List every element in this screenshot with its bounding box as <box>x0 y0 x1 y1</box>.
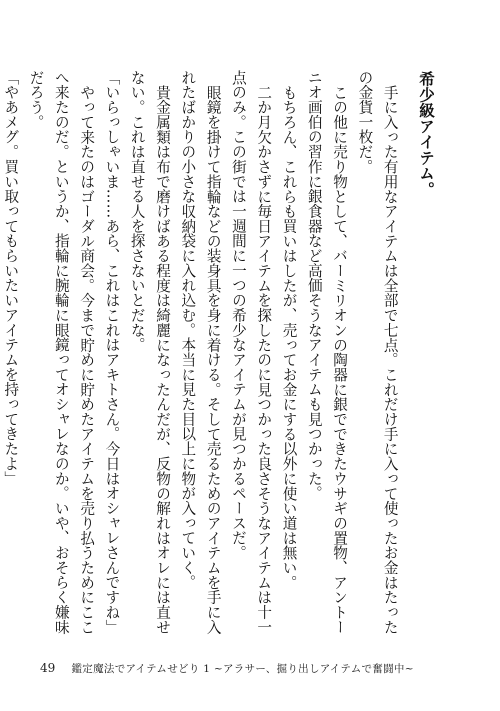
paragraph: やって来たのはゴーダル商会。今まで貯めに貯めたアイテムを売り払うためにここへ来たのだ。というか、指輪に腕輪に眼鏡ってオシャレなのか。いや、おそらく嫌味だろう。 <box>27 70 96 635</box>
running-title: 鑑定魔法でアイテムせどり 1 ~アラサー、掘り出しアイテムで奮闘中~ <box>71 663 414 675</box>
paragraph: 眼鏡を掛けて指輪などの装身具を身に着ける。そして売るためのアイテムを手に入れたばかりの小さな収納袋に入れ込む。本当に見た目以上に物が入っていく。 <box>179 70 222 635</box>
dialogue-line: 「やあメグ。買い取ってもらいたいアイテムを持ってきたよ」 <box>2 70 20 486</box>
vertical-text-block <box>0 70 438 640</box>
paragraph: 貴金属類は布で磨けばある程度は綺麗になったんだが、反物の解れはオレには直せない。これは直せる人を探さないとだな。 <box>128 70 172 635</box>
section-heading: 希少級アイテム。 <box>417 71 435 197</box>
page-number: 49 <box>40 661 56 675</box>
paragraph: もちろん、これらも買いはしたが、売ってお金にする以外に使い道は無い。 <box>280 84 298 590</box>
paragraph: この他に売り物として、バーミリオンの陶器に銀でできたウサギの置物、アントーニオ画伯の習作に銀食器など高価そうなアイテムも見つかった。 <box>305 70 349 635</box>
dialogue-line: 「いらっしゃいま……あら、これはこれはアキトさん。今日はオシャレさんですね」 <box>103 70 121 635</box>
page-footer <box>40 661 414 676</box>
paragraph: 手に入った有用なアイテムは全部で七点。これだけ手に入って使ったお金はたったの金貨一枚だ。 <box>356 70 399 635</box>
paragraph: 二か月欠かさずに毎日アイテムを探したのに見つかった良さそうなアイテムは十一点のみ。この街では一週間に一つの希少なアイテムが見つかるペースだ。 <box>229 70 273 635</box>
